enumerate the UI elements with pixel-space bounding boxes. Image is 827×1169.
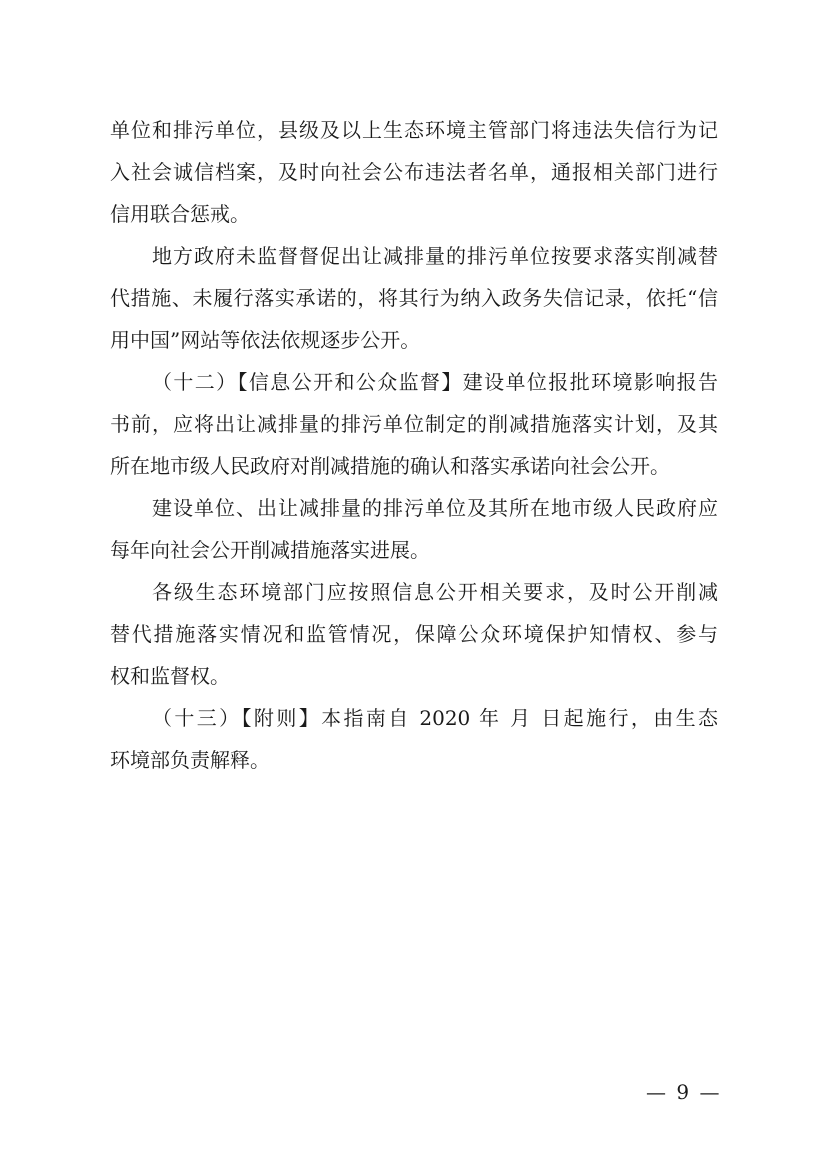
paragraph-line: 替代措施落实情况和监管情况，保障公众环境保护知情权、参与 <box>110 622 718 646</box>
paragraph-line: 权和监督权。 <box>110 664 230 688</box>
paragraph-line: 用中国”网站等依法依规逐步公开。 <box>110 328 421 352</box>
paragraph-line: 每年向社会公开削减措施落实进展。 <box>110 538 430 562</box>
paragraph-line: 入社会诚信档案，及时向社会公布违法者名单，通报相关部门进行 <box>110 160 718 184</box>
paragraph-line: 环境部负责解释。 <box>110 748 270 772</box>
paragraph-line: 各级生态环境部门应按照信息公开相关要求，及时公开削减 <box>152 580 718 604</box>
section-heading-line: （十二）【信息公开和公众监督】建设单位报批环境影响报告 <box>152 370 718 394</box>
section-heading-line: （十三）【附则】本指南自 2020 年 月 日起施行，由生态 <box>152 706 718 730</box>
paragraph-line: 信用联合惩戒。 <box>110 202 250 226</box>
paragraph-line: 书前，应将出让减排量的排污单位制定的削减措施落实计划，及其 <box>110 412 718 436</box>
paragraph-line: 单位和排污单位，县级及以上生态环境主管部门将违法失信行为记 <box>110 118 718 142</box>
paragraph-line: 建设单位、出让减排量的排污单位及其所在地市级人民政府应 <box>152 496 718 520</box>
page-number: — 9 — <box>646 1080 722 1104</box>
paragraph-line: 代措施、未履行落实承诺的，将其行为纳入政务失信记录，依托“信 <box>110 286 718 310</box>
paragraph-line: 所在地市级人民政府对削减措施的确认和落实承诺向社会公开。 <box>110 454 670 478</box>
paragraph-line: 地方政府未监督督促出让减排量的排污单位按要求落实削减替 <box>152 244 718 268</box>
